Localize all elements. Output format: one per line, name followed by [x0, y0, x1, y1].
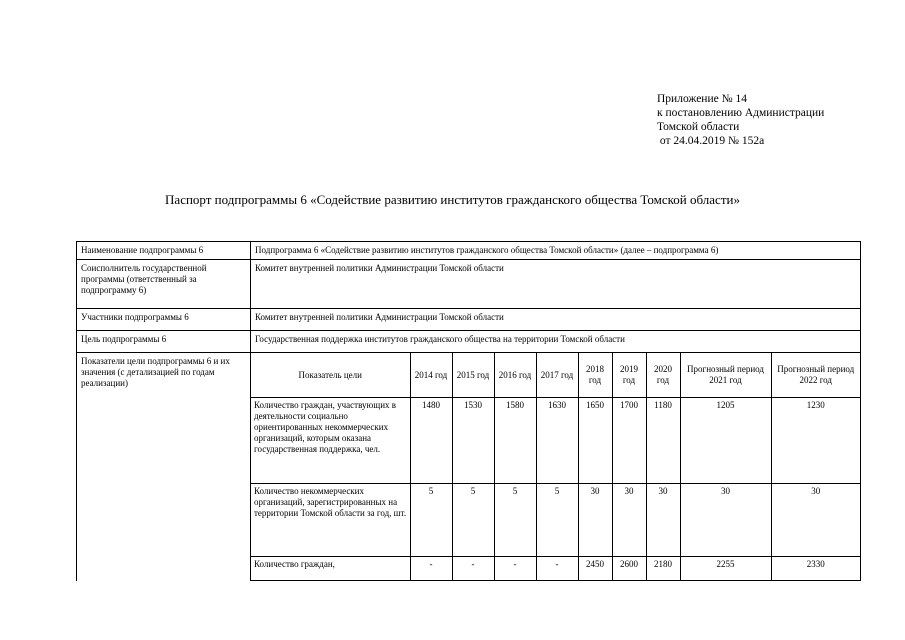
- indicator-value: 5: [452, 484, 494, 557]
- row-label: Показатели цели подпрограммы 6 и их значения (с детализацией по годам реализации): [77, 353, 251, 582]
- header-year: 2016 год: [494, 353, 536, 398]
- indicator-value: 2600: [612, 557, 646, 581]
- header-indicator-name: Показатель цели: [251, 353, 410, 398]
- header-forecast-year: Прогнозный период 2022 год: [771, 353, 860, 398]
- indicator-value: 30: [680, 484, 771, 557]
- indicator-table: [251, 353, 860, 581]
- indicator-cell: [251, 353, 861, 582]
- indicator-value: -: [536, 557, 578, 581]
- row-goal: [77, 331, 861, 353]
- row-name: [77, 242, 861, 260]
- row-label: Соисполнитель государственной программы (ответственный за подпрограмму 6): [77, 260, 251, 309]
- row-indicators: [77, 353, 861, 582]
- appendix-number: Приложение № 14: [657, 93, 747, 105]
- appendix-date: от 24.04.2019 № 152а: [657, 135, 765, 147]
- indicator-value: 1650: [578, 398, 612, 484]
- indicator-value: 30: [612, 484, 646, 557]
- indicator-value: 1480: [410, 398, 452, 484]
- indicator-value: 5: [410, 484, 452, 557]
- indicator-value: 30: [578, 484, 612, 557]
- appendix-header: [657, 92, 824, 148]
- indicator-value: -: [410, 557, 452, 581]
- row-label: Наименование подпрограммы 6: [77, 242, 251, 260]
- indicator-value: 5: [494, 484, 536, 557]
- row-value: Государственная поддержка институтов гражданского общества на территории Томской области: [251, 331, 861, 353]
- header-year: 2015 год: [452, 353, 494, 398]
- indicator-name: Количество граждан, участвующих в деятельности социально ориентированных некоммерческих организаций, которым оказана государственная поддержка, чел.: [251, 398, 410, 484]
- document-title: Паспорт подпрограммы 6 «Содействие развитию институтов гражданского общества Томской области»: [165, 192, 740, 207]
- row-label: Участники подпрограммы 6: [77, 309, 251, 331]
- indicator-name: Количество граждан,: [251, 557, 410, 581]
- indicator-row: [251, 398, 860, 484]
- indicator-value: 1530: [452, 398, 494, 484]
- indicator-header-row: [251, 353, 860, 398]
- indicator-name: Количество некоммерческих организаций, зарегистрированных на территории Томской области за год, шт.: [251, 484, 410, 557]
- indicator-value: 1205: [680, 398, 771, 484]
- indicator-value: 2180: [646, 557, 680, 581]
- row-label: Цель подпрограммы 6: [77, 331, 251, 353]
- indicator-value: 30: [771, 484, 860, 557]
- appendix-decree: к постановлению Администрации: [657, 107, 825, 119]
- row-coexecutor: [77, 260, 861, 309]
- indicator-value: -: [452, 557, 494, 581]
- header-year: 2020 год: [646, 353, 680, 398]
- row-value: Подпрограмма 6 «Содействие развитию институтов гражданского общества Томской области» (далее – подпрограмма 6): [251, 242, 861, 260]
- indicator-row: [251, 484, 860, 557]
- row-participants: [77, 309, 861, 331]
- indicator-value: 1180: [646, 398, 680, 484]
- indicator-value: 30: [646, 484, 680, 557]
- header-year: 2019 год: [612, 353, 646, 398]
- row-value: Комитет внутренней политики Администрации Томской области: [251, 309, 861, 331]
- indicator-value: 1630: [536, 398, 578, 484]
- indicator-value: 2330: [771, 557, 860, 581]
- indicator-value: 1580: [494, 398, 536, 484]
- indicator-value: 2255: [680, 557, 771, 581]
- row-value: Комитет внутренней политики Администрации Томской области: [251, 260, 861, 309]
- appendix-region: Томской области: [657, 121, 740, 133]
- header-forecast-year: Прогнозный период 2021 год: [680, 353, 771, 398]
- header-year: 2014 год: [410, 353, 452, 398]
- header-year: 2018 год: [578, 353, 612, 398]
- indicator-value: 1230: [771, 398, 860, 484]
- indicator-row: [251, 557, 860, 581]
- indicator-value: 5: [536, 484, 578, 557]
- passport-table: [76, 241, 861, 581]
- indicator-value: 2450: [578, 557, 612, 581]
- indicator-value: -: [494, 557, 536, 581]
- indicator-value: 1700: [612, 398, 646, 484]
- header-year: 2017 год: [536, 353, 578, 398]
